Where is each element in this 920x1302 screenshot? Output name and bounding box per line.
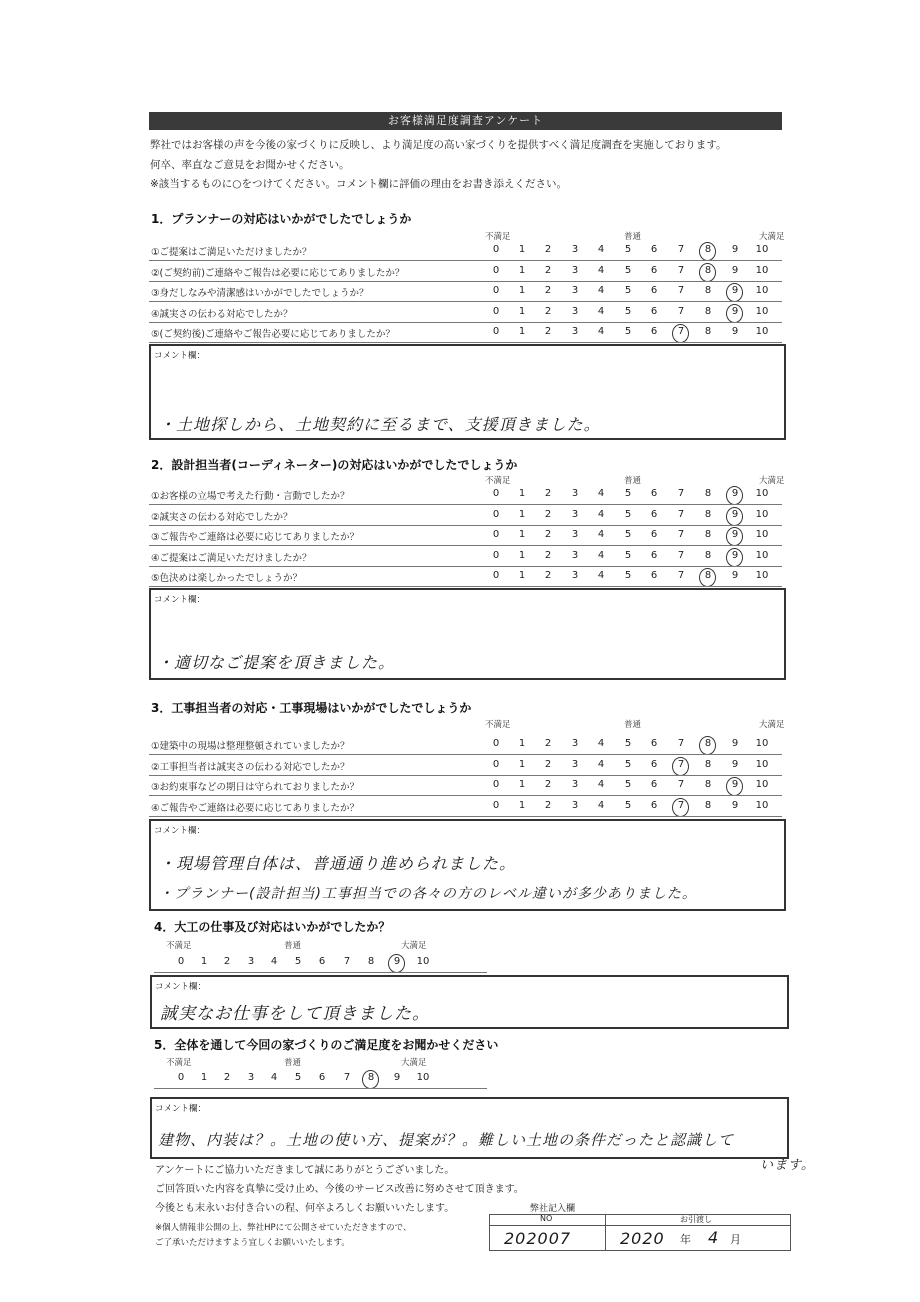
question-text: ③お約束事などの期日は守られておりましたか？ — [151, 782, 360, 793]
scale-low-label: 不満足 — [166, 941, 192, 951]
scale-number[interactable]: 10 — [755, 488, 769, 499]
scale-number[interactable]: 7 — [677, 244, 685, 255]
scale-number[interactable]: 4 — [597, 738, 605, 749]
question-text: ②誠実さの伝わる対応でしたか？ — [151, 511, 293, 523]
scale-number[interactable]: 0 — [492, 285, 500, 296]
question-text: ⑤色決めは楽しかったでしょうか？ — [151, 573, 303, 584]
scale-number[interactable]: 2 — [544, 549, 552, 561]
scale-number[interactable]: 3 — [571, 570, 579, 581]
scale-number[interactable]: 2 — [223, 1072, 231, 1083]
scale-number[interactable]: 7 — [677, 799, 685, 811]
scale-number[interactable]: 4 — [597, 508, 605, 520]
selected-rating-circle — [699, 242, 716, 261]
question-text: ②工事担当者は誠実さの伝わる対応でしたか？ — [151, 761, 350, 773]
scale-number[interactable]: 1 — [518, 508, 526, 520]
comment-label: コメント欄： — [154, 595, 206, 605]
scale-number[interactable]: 1 — [518, 488, 526, 499]
scale-number[interactable]: 7 — [677, 529, 685, 540]
scale-number[interactable]: 10 — [416, 1072, 430, 1083]
scale-high-label: 大満足 — [759, 720, 785, 730]
scale-number[interactable]: 9 — [731, 326, 739, 337]
question-text: ①ご提案はご満足いただけましたか？ — [151, 247, 312, 258]
scale-number[interactable]: 0 — [177, 1072, 185, 1083]
scale-number[interactable]: 6 — [650, 549, 658, 561]
scale-number[interactable]: 2 — [544, 738, 552, 749]
scale-number[interactable]: 7 — [343, 956, 351, 967]
scale-number[interactable]: 9 — [731, 244, 739, 255]
selected-rating-circle — [362, 1070, 379, 1089]
survey-title: お客様満足度調査アンケート — [149, 112, 782, 130]
scale-number[interactable]: 0 — [492, 738, 500, 749]
selected-rating-circle — [726, 777, 743, 796]
scale-number[interactable]: 9 — [731, 285, 739, 296]
scale-number[interactable]: 10 — [755, 244, 769, 255]
scale-number[interactable]: 10 — [755, 570, 769, 581]
scale-number[interactable]: 5 — [624, 570, 632, 581]
scale-number[interactable]: 3 — [571, 529, 579, 540]
scale-number[interactable]: 4 — [597, 305, 605, 317]
scale-number[interactable]: 3 — [571, 779, 579, 790]
row-divider — [149, 754, 782, 755]
scale-number[interactable]: 9 — [731, 738, 739, 749]
scale-number[interactable]: 5 — [624, 799, 632, 811]
section-5-comment-box — [150, 1097, 789, 1159]
scale-number[interactable]: 5 — [624, 549, 632, 561]
scale-number[interactable]: 5 — [624, 244, 632, 255]
selected-rating-circle — [726, 548, 743, 567]
section-1-comment-box — [149, 344, 786, 440]
scale-number[interactable]: 10 — [755, 285, 769, 296]
scale-number[interactable]: 0 — [492, 244, 500, 255]
scale-number[interactable]: 8 — [367, 1072, 375, 1083]
scale-number[interactable]: 4 — [597, 285, 605, 296]
row-divider — [149, 301, 782, 302]
scale-number[interactable]: 3 — [571, 285, 579, 296]
scale-number[interactable]: 9 — [731, 799, 739, 811]
scale-number[interactable]: 7 — [677, 508, 685, 520]
row-divider — [149, 525, 782, 526]
scale-number[interactable]: 10 — [755, 758, 769, 770]
scale-number[interactable]: 4 — [597, 529, 605, 540]
scale-number[interactable]: 3 — [571, 488, 579, 499]
scale-number[interactable]: 0 — [492, 799, 500, 811]
scale-number[interactable]: 5 — [624, 508, 632, 520]
scale-number[interactable]: 3 — [571, 508, 579, 520]
scale-number[interactable]: 6 — [650, 529, 658, 540]
row-divider — [149, 586, 782, 587]
question-text: ④誠実さの伝わる対応でしたか？ — [151, 308, 293, 320]
scale-number[interactable]: 6 — [650, 488, 658, 499]
scale-low-label: 不満足 — [485, 232, 511, 242]
scale-number[interactable]: 3 — [571, 305, 579, 317]
scale-number[interactable]: 0 — [492, 758, 500, 770]
scale-number[interactable]: 5 — [294, 1072, 302, 1083]
scale-number[interactable]: 1 — [518, 779, 526, 790]
scale-number[interactable]: 9 — [731, 779, 739, 790]
scale-number[interactable]: 4 — [597, 326, 605, 337]
scale-number[interactable]: 5 — [624, 264, 632, 276]
scale-low-label: 不満足 — [166, 1058, 192, 1068]
scale-number[interactable]: 3 — [247, 956, 255, 967]
selected-rating-circle — [699, 568, 716, 587]
year-unit: 年 — [680, 1233, 691, 1246]
row-divider — [149, 260, 782, 261]
scale-number[interactable]: 1 — [518, 244, 526, 255]
scale-number[interactable]: 4 — [597, 570, 605, 581]
row-divider — [149, 322, 782, 323]
scale-number[interactable]: 3 — [571, 758, 579, 770]
scale-number[interactable]: 6 — [650, 305, 658, 317]
scale-number[interactable]: 5 — [294, 956, 302, 967]
scale-number[interactable]: 2 — [544, 570, 552, 581]
row-divider — [154, 972, 487, 973]
scale-number[interactable]: 10 — [755, 264, 769, 276]
scale-number[interactable]: 0 — [492, 305, 500, 317]
scale-number[interactable]: 8 — [704, 549, 712, 561]
scale-number[interactable]: 0 — [177, 956, 185, 967]
selected-rating-circle — [726, 304, 743, 323]
scale-number[interactable]: 9 — [731, 570, 739, 581]
office-use-table — [489, 1214, 791, 1251]
question-text: ②(ご契約前)ご連絡やご報告は必要に応じてありましたか？ — [151, 267, 405, 279]
row-divider — [149, 545, 782, 546]
scale-number[interactable]: 7 — [677, 488, 685, 499]
scale-number[interactable]: 6 — [318, 956, 326, 967]
row-divider — [149, 816, 782, 817]
scale-number[interactable]: 9 — [731, 758, 739, 770]
scale-number[interactable]: 1 — [518, 305, 526, 317]
scale-number[interactable]: 8 — [704, 285, 712, 296]
scale-number[interactable]: 0 — [492, 326, 500, 337]
scale-number[interactable]: 3 — [571, 326, 579, 337]
scale-number[interactable]: 9 — [731, 529, 739, 540]
scale-number[interactable]: 2 — [544, 758, 552, 770]
scale-number[interactable]: 8 — [704, 799, 712, 811]
scale-number[interactable]: 7 — [677, 285, 685, 296]
row-divider — [149, 566, 782, 567]
delivery-header: お引渡し — [680, 1215, 712, 1224]
scale-mid-label: 普通 — [624, 476, 642, 486]
scale-number[interactable]: 2 — [544, 244, 552, 255]
scale-number[interactable]: 0 — [492, 570, 500, 581]
scale-number[interactable]: 6 — [650, 326, 658, 337]
section-5-comment-line-1: 建物、内装は？。土地の使い方、提案が？。難しい土地の条件だったと認識して — [158, 1131, 735, 1149]
section-3-heading: 3．工事担当者の対応・工事現場はいかがでしたでしょうか — [151, 701, 472, 715]
section-1-heading: 1．プランナーの対応はいかがでしたでしょうか — [151, 212, 412, 226]
scale-number[interactable]: 6 — [650, 570, 658, 581]
scale-number[interactable]: 9 — [731, 264, 739, 276]
scale-number[interactable]: 1 — [518, 738, 526, 749]
row-divider — [149, 342, 782, 343]
scale-number[interactable]: 1 — [518, 758, 526, 770]
scale-number[interactable]: 0 — [492, 779, 500, 790]
scale-number[interactable]: 6 — [650, 799, 658, 811]
scale-number[interactable]: 5 — [624, 529, 632, 540]
scale-number[interactable]: 0 — [492, 508, 500, 520]
scale-mid-label: 普通 — [624, 232, 642, 242]
scale-number[interactable]: 8 — [704, 570, 712, 581]
scale-number[interactable]: 8 — [367, 956, 375, 967]
scale-number[interactable]: 1 — [518, 529, 526, 540]
scale-mid-label: 普通 — [624, 720, 642, 730]
question-text: ①建築中の現場は整理整頓されていましたか？ — [151, 741, 350, 752]
scale-number[interactable]: 4 — [597, 799, 605, 811]
footer-line-1: アンケートにご協力いただきまして誠にありがとうございました。 — [155, 1165, 455, 1176]
scale-low-label: 不満足 — [485, 720, 511, 730]
scale-number[interactable]: 3 — [571, 799, 579, 811]
section-5-comment-line-2: います。 — [760, 1158, 815, 1173]
office-use-label: 弊社記入欄 — [530, 1204, 576, 1214]
scale-number[interactable]: 1 — [200, 1072, 208, 1083]
scale-number[interactable]: 2 — [544, 305, 552, 317]
scale-number[interactable]: 9 — [731, 305, 739, 317]
scale-number[interactable]: 5 — [624, 326, 632, 337]
scale-number[interactable]: 10 — [755, 799, 769, 811]
question-text: ①お客様の立場で考えた行動・言動でしたか？ — [151, 491, 350, 502]
section-3-comment-box — [149, 819, 786, 911]
scale-number[interactable]: 7 — [677, 738, 685, 749]
scale-number[interactable]: 8 — [704, 529, 712, 540]
scale-number[interactable]: 7 — [677, 305, 685, 317]
selected-rating-circle — [672, 757, 689, 776]
intro-line-2: 何卒、率直なご意見をお聞かせください。 — [150, 159, 350, 171]
scale-number[interactable]: 6 — [650, 508, 658, 520]
scale-high-label: 大満足 — [401, 941, 427, 951]
section-2-comment-box — [149, 588, 786, 680]
section-2-heading: 2．設計担当者(コーディネーター)の対応はいかがでしたでしょうか — [151, 458, 518, 472]
row-divider — [149, 281, 782, 282]
scale-number[interactable]: 6 — [650, 758, 658, 770]
scale-number[interactable]: 7 — [677, 570, 685, 581]
scale-number[interactable]: 9 — [731, 549, 739, 561]
scale-high-label: 大満足 — [759, 232, 785, 242]
privacy-note-2: ご了承いただけますよう宜しくお願いいたします。 — [155, 1238, 350, 1248]
scale-number[interactable]: 2 — [544, 529, 552, 540]
section-5-heading: 5．全体を通して今回の家づくりのご満足度をお聞かせください — [154, 1038, 499, 1052]
selected-rating-circle — [672, 798, 689, 817]
scale-number[interactable]: 8 — [704, 305, 712, 317]
selected-rating-circle — [388, 954, 405, 973]
scale-number[interactable]: 3 — [571, 264, 579, 276]
question-text: ③ご報告やご連絡は必要に応じてありましたか？ — [151, 532, 360, 543]
scale-number[interactable]: 2 — [544, 779, 552, 790]
scale-number[interactable]: 4 — [270, 1072, 278, 1083]
section-4-heading: 4．大工の仕事及び対応はいかがでしたか？ — [154, 920, 391, 934]
scale-number[interactable]: 2 — [544, 488, 552, 499]
section-4-comment-text: 誠実なお仕事をして頂きました。 — [160, 1004, 430, 1024]
scale-number[interactable]: 3 — [571, 549, 579, 561]
scale-number[interactable]: 8 — [704, 488, 712, 499]
scale-number[interactable]: 4 — [597, 779, 605, 790]
comment-label: コメント欄： — [154, 826, 206, 836]
row-divider — [149, 795, 782, 796]
question-text: ④ご提案はご満足いただけましたか？ — [151, 552, 312, 564]
scale-number[interactable]: 6 — [650, 738, 658, 749]
selected-rating-circle — [699, 736, 716, 755]
privacy-note-1: ※個人情報非公開の上、弊社HPにて公開させていただきますので、 — [155, 1223, 412, 1233]
scale-number[interactable]: 10 — [755, 738, 769, 749]
scale-number[interactable]: 4 — [597, 758, 605, 770]
scale-number[interactable]: 8 — [704, 738, 712, 749]
scale-high-label: 大満足 — [759, 476, 785, 486]
scale-number[interactable]: 10 — [755, 529, 769, 540]
scale-number[interactable]: 7 — [677, 326, 685, 337]
selected-rating-circle — [726, 283, 743, 302]
selected-rating-circle — [672, 324, 689, 343]
selected-rating-circle — [726, 507, 743, 526]
footer-line-3: 今後とも末永いお付き合いの程、何卒よろしくお願いいたします。 — [155, 1203, 455, 1214]
scale-number[interactable]: 1 — [518, 326, 526, 337]
scale-number[interactable]: 9 — [731, 508, 739, 520]
scale-number[interactable]: 7 — [677, 758, 685, 770]
selected-rating-circle — [699, 263, 716, 282]
selected-rating-circle — [726, 486, 743, 505]
section-3-comment-line-2: ・プランナー(設計担当)工事担当での各々の方のレベル違いが多少ありました。 — [159, 886, 697, 902]
intro-line-3: ※該当するものに○をつけてください。コメント欄に評価の理由をお書き添えください。 — [150, 178, 567, 190]
question-text: ⑤(ご契約後)ご連絡やご報告必要に応じてありましたか？ — [151, 329, 395, 340]
year-value: 2020 — [620, 1229, 665, 1248]
section-1-comment-text: ・土地探しから、土地契約に至るまで、支援頂きました。 — [159, 415, 601, 434]
scale-number[interactable]: 4 — [597, 244, 605, 255]
scale-low-label: 不満足 — [485, 476, 511, 486]
row-divider — [154, 1088, 487, 1089]
scale-number[interactable]: 1 — [518, 549, 526, 561]
scale-number[interactable]: 8 — [704, 264, 712, 276]
row-divider — [149, 504, 782, 505]
scale-number[interactable]: 4 — [597, 549, 605, 561]
month-value: 4 — [708, 1228, 720, 1247]
scale-number[interactable]: 9 — [393, 1072, 401, 1083]
scale-mid-label: 普通 — [284, 941, 302, 951]
scale-number[interactable]: 1 — [518, 799, 526, 811]
scale-number[interactable]: 4 — [597, 488, 605, 499]
scale-number[interactable]: 2 — [223, 956, 231, 967]
scale-number[interactable]: 10 — [755, 508, 769, 520]
comment-label: コメント欄： — [155, 1104, 207, 1114]
question-text: ④ご報告やご連絡は必要に応じてありましたか？ — [151, 802, 360, 814]
scale-number[interactable]: 4 — [270, 956, 278, 967]
footer-line-2: ご回答頂いた内容を真摯に受け止め、今後のサービス改善に努めさせて頂きます。 — [155, 1184, 524, 1195]
scale-number[interactable]: 9 — [731, 488, 739, 499]
scale-number[interactable]: 5 — [624, 488, 632, 499]
scale-number[interactable]: 8 — [704, 758, 712, 770]
section-4-comment-box — [150, 975, 789, 1029]
scale-number[interactable]: 1 — [518, 285, 526, 296]
scale-number[interactable]: 1 — [518, 570, 526, 581]
selected-rating-circle — [726, 527, 743, 546]
scale-number[interactable]: 1 — [200, 956, 208, 967]
scale-number[interactable]: 5 — [624, 305, 632, 317]
scale-number[interactable]: 10 — [755, 549, 769, 561]
scale-number[interactable]: 6 — [318, 1072, 326, 1083]
intro-line-1: 弊社ではお客様の声を今後の家づくりに反映し、より満足度の高い家づくりを提供すべく満足度調査を実施しております。 — [150, 139, 727, 151]
scale-number[interactable]: 8 — [704, 326, 712, 337]
scale-number[interactable]: 2 — [544, 799, 552, 811]
scale-number[interactable]: 1 — [518, 264, 526, 276]
scale-number[interactable]: 6 — [650, 244, 658, 255]
scale-number[interactable]: 0 — [492, 264, 500, 276]
scale-number[interactable]: 3 — [571, 244, 579, 255]
scale-number[interactable]: 10 — [416, 956, 430, 967]
scale-number[interactable]: 7 — [343, 1072, 351, 1083]
scale-number[interactable]: 8 — [704, 508, 712, 520]
scale-number[interactable]: 4 — [597, 264, 605, 276]
comment-label: コメント欄： — [155, 982, 207, 992]
scale-number[interactable]: 10 — [755, 305, 769, 317]
row-divider — [149, 775, 782, 776]
scale-number[interactable]: 0 — [492, 549, 500, 561]
scale-number[interactable]: 8 — [704, 244, 712, 255]
month-unit: 月 — [730, 1233, 741, 1246]
scale-number[interactable]: 10 — [755, 326, 769, 337]
scale-number[interactable]: 10 — [755, 779, 769, 790]
scale-number[interactable]: 7 — [677, 549, 685, 561]
scale-number[interactable]: 2 — [544, 326, 552, 337]
section-2-comment-text: ・適切なご提案を頂きました。 — [157, 653, 396, 672]
scale-number[interactable]: 7 — [677, 264, 685, 276]
scale-number[interactable]: 2 — [544, 508, 552, 520]
scale-number[interactable]: 5 — [624, 285, 632, 296]
scale-number[interactable]: 3 — [247, 1072, 255, 1083]
scale-number[interactable]: 6 — [650, 285, 658, 296]
scale-number[interactable]: 5 — [624, 738, 632, 749]
no-value: 202007 — [504, 1229, 572, 1248]
section-3-comment-line-1: ・現場管理自体は、普通通り進められました。 — [159, 854, 517, 873]
comment-label: コメント欄： — [154, 351, 206, 361]
scale-number[interactable]: 8 — [704, 779, 712, 790]
scale-number[interactable]: 6 — [650, 264, 658, 276]
scale-number[interactable]: 3 — [571, 738, 579, 749]
scale-number[interactable]: 0 — [492, 488, 500, 499]
scale-number[interactable]: 2 — [544, 264, 552, 276]
scale-number[interactable]: 2 — [544, 285, 552, 296]
scale-number[interactable]: 9 — [393, 956, 401, 967]
scale-mid-label: 普通 — [284, 1058, 302, 1068]
scale-number[interactable]: 5 — [624, 779, 632, 790]
scale-number[interactable]: 5 — [624, 758, 632, 770]
scale-number[interactable]: 6 — [650, 779, 658, 790]
question-text: ③身だしなみや清潔感はいかがでしたでしょうか？ — [151, 288, 369, 299]
scale-number[interactable]: 0 — [492, 529, 500, 540]
no-header: NO — [540, 1214, 553, 1223]
scale-high-label: 大満足 — [401, 1058, 427, 1068]
scale-number[interactable]: 7 — [677, 779, 685, 790]
